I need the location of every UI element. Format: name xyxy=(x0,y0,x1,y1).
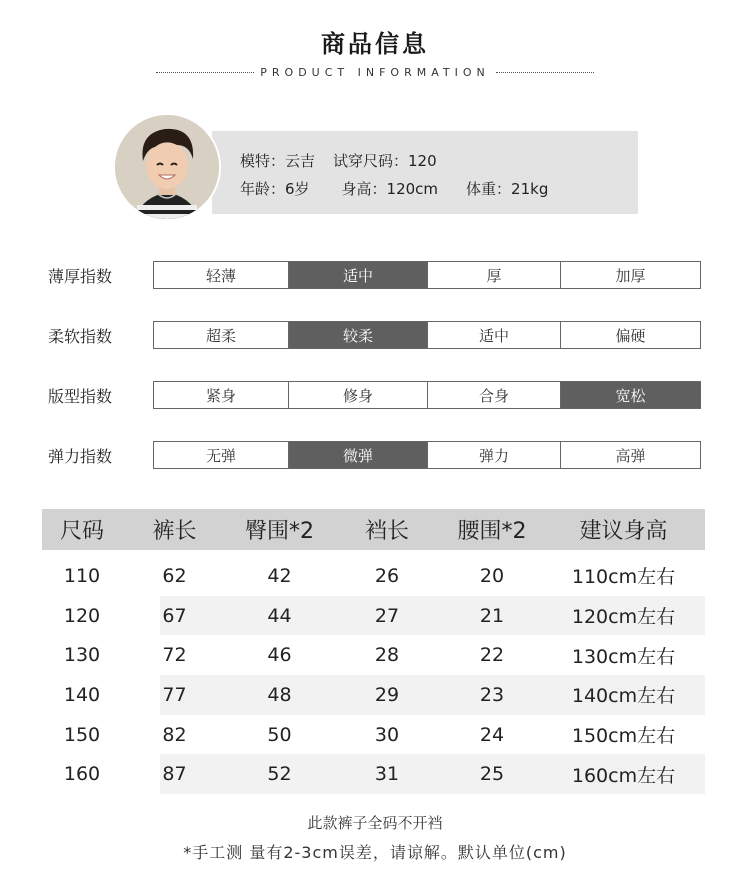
table-row xyxy=(42,754,705,794)
waist-cell: 21 xyxy=(479,604,505,627)
index-option: 超柔 xyxy=(154,322,289,348)
header-hip: 臀围*2 xyxy=(245,519,314,544)
index-option-selected: 适中 xyxy=(289,262,428,288)
model-line-2 xyxy=(240,178,566,199)
note-no-crotch-opening: 此款裤子全码不开裆 xyxy=(307,814,443,832)
rise-cell: 30 xyxy=(374,723,400,746)
index-option: 加厚 xyxy=(615,266,646,285)
boy-portrait-icon xyxy=(113,113,221,221)
size-cell: 120 xyxy=(63,604,101,627)
size-cell: 130 xyxy=(63,644,101,667)
hip-cell: 48 xyxy=(267,683,292,706)
index-option: 弹力 xyxy=(428,442,561,468)
table-row xyxy=(42,675,705,715)
size-table xyxy=(42,509,705,794)
page-subtitle: PRODUCT INFORMATION xyxy=(260,65,490,79)
header-height: 建议身高 xyxy=(579,519,668,544)
index-scale xyxy=(153,441,701,469)
length-cell: 82 xyxy=(162,723,187,746)
header-size: 尺码 xyxy=(59,519,104,544)
trial-size: 试穿尺码：120 xyxy=(333,152,437,170)
header-rise: 裆长 xyxy=(364,519,409,544)
size-cell: 110 xyxy=(63,564,101,587)
subtitle-row xyxy=(150,64,600,80)
index-label: 薄厚指数 xyxy=(48,267,113,286)
model-age: 年龄：6岁 xyxy=(240,180,310,198)
height-cell: 110cm左右 xyxy=(571,566,676,589)
height-cell: 130cm左右 xyxy=(571,645,676,668)
model-height: 身高：120cm xyxy=(341,180,439,198)
waist-cell: 25 xyxy=(479,763,505,786)
length-cell: 72 xyxy=(162,644,187,667)
index-option-selected: 宽松 xyxy=(561,382,700,408)
index-option: 偏硬 xyxy=(615,326,646,345)
size-cell: 140 xyxy=(63,683,101,706)
divider-right xyxy=(496,72,594,73)
rise-cell: 27 xyxy=(374,604,400,627)
waist-cell: 24 xyxy=(479,723,505,746)
index-option: 轻薄 xyxy=(154,262,289,288)
size-table-header xyxy=(42,509,705,550)
index-option: 无弹 xyxy=(154,442,289,468)
fit-index-row xyxy=(48,381,708,409)
hip-cell: 46 xyxy=(267,644,292,667)
length-cell: 87 xyxy=(162,763,187,786)
header-length: 裤长 xyxy=(152,519,197,544)
index-option-selected: 较柔 xyxy=(289,322,428,348)
page-title: 商品信息 xyxy=(321,30,429,58)
index-option: 紧身 xyxy=(154,382,289,408)
length-cell: 67 xyxy=(162,604,187,627)
hip-cell: 50 xyxy=(267,723,292,746)
size-cell: 160 xyxy=(63,763,101,786)
table-row xyxy=(42,715,705,755)
waist-cell: 20 xyxy=(479,564,505,587)
waist-cell: 22 xyxy=(479,644,505,667)
index-label: 版型指数 xyxy=(48,387,113,406)
table-row xyxy=(42,635,705,675)
index-option-selected: 微弹 xyxy=(289,442,428,468)
header-waist: 腰围*2 xyxy=(457,519,527,544)
length-cell: 77 xyxy=(162,683,187,706)
hip-cell: 42 xyxy=(267,564,292,587)
index-option: 修身 xyxy=(289,382,428,408)
softness-index-row xyxy=(48,321,708,349)
length-cell: 62 xyxy=(162,564,187,587)
index-label: 弹力指数 xyxy=(48,447,113,466)
note-measurement-error: *手工测 量有2-3cm误差，请谅解。默认单位(cm) xyxy=(183,843,567,862)
rise-cell: 28 xyxy=(374,644,400,667)
model-info-box xyxy=(212,131,638,214)
hip-cell: 52 xyxy=(267,763,292,786)
hip-cell: 44 xyxy=(267,604,292,627)
index-label: 柔软指数 xyxy=(48,327,113,346)
height-cell: 120cm左右 xyxy=(571,606,676,629)
rise-cell: 31 xyxy=(374,763,400,786)
index-scale xyxy=(153,381,701,409)
index-option: 高弹 xyxy=(615,446,646,465)
rise-cell: 29 xyxy=(374,683,400,706)
height-cell: 160cm左右 xyxy=(571,764,676,787)
table-row xyxy=(42,596,705,636)
model-weight: 体重：21kg xyxy=(466,180,549,198)
thickness-index-row xyxy=(48,261,708,289)
height-cell: 140cm左右 xyxy=(571,685,676,708)
size-cell: 150 xyxy=(63,723,101,746)
height-cell: 150cm左右 xyxy=(571,725,676,748)
index-option: 厚 xyxy=(428,262,561,288)
model-name: 模特：云吉 xyxy=(240,152,316,170)
index-option: 合身 xyxy=(428,382,561,408)
divider-left xyxy=(156,72,254,73)
waist-cell: 23 xyxy=(479,683,505,706)
index-scale xyxy=(153,321,701,349)
rise-cell: 26 xyxy=(374,564,400,587)
elasticity-index-row xyxy=(48,441,708,469)
table-row xyxy=(42,556,705,596)
model-line-1 xyxy=(240,150,455,171)
index-option: 适中 xyxy=(428,322,561,348)
index-scale xyxy=(153,261,701,289)
